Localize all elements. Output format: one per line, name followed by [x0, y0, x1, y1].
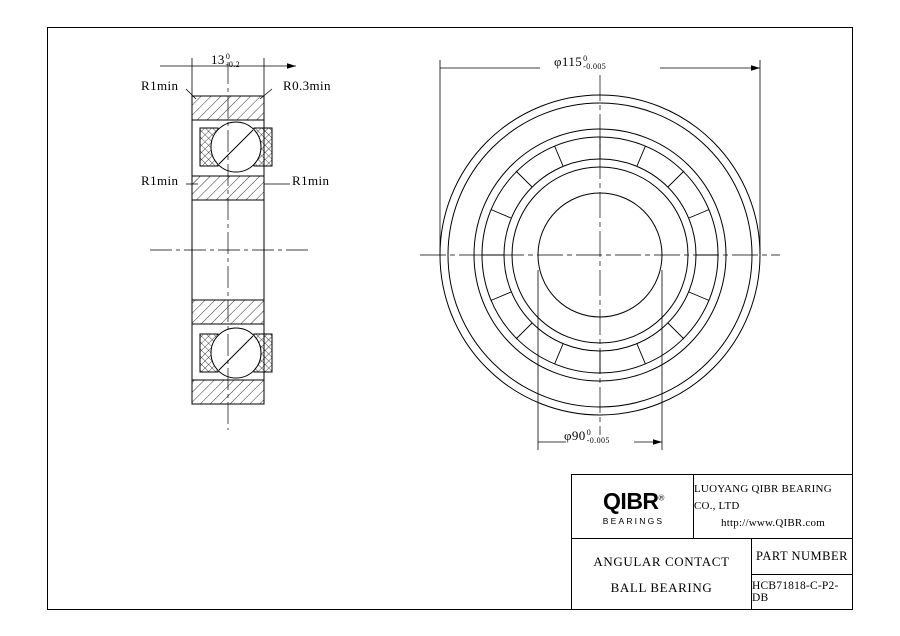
company-info: [694, 475, 852, 538]
bore-diameter-label: φ90 0 -0.005: [564, 427, 610, 446]
leader-r1min-top-left: [186, 89, 196, 99]
title-block: [571, 474, 853, 610]
outer-diameter-label: φ115 0 -0.005: [554, 53, 607, 72]
logo-subtext: BEARINGS: [602, 515, 665, 526]
chamfer-label-top-left: R1min: [141, 78, 179, 93]
front-view: [420, 75, 780, 435]
part-number-section: [752, 539, 852, 610]
company-website[interactable]: http://www.QIBR.com: [721, 517, 825, 530]
section-view: [150, 62, 310, 430]
logo-wordmark: QIBR®: [603, 487, 664, 514]
product-type-line1: ANGULAR CONTACT: [593, 554, 730, 570]
part-number-value: HCB71818-C-P2-DB: [752, 580, 839, 605]
product-type: [572, 539, 752, 610]
title-block-body: [572, 539, 852, 610]
title-block-header: [572, 475, 852, 539]
chamfer-label-top-right: R0.3min: [283, 78, 331, 93]
chamfer-label-bottom-right: R1min: [292, 173, 330, 188]
part-number-label: PART NUMBER: [752, 539, 852, 575]
registered-trademark-icon: ®: [658, 492, 664, 502]
company-logo: [572, 475, 694, 538]
chamfer-label-bottom-left: R1min: [141, 173, 179, 188]
product-type-line2: BALL BEARING: [610, 579, 713, 595]
company-name: LUOYANG QIBR BEARING CO., LTD: [694, 482, 832, 512]
width-dimension-label: 13 0 -0.2: [211, 51, 241, 70]
leader-r03min-top-right: [260, 89, 272, 99]
